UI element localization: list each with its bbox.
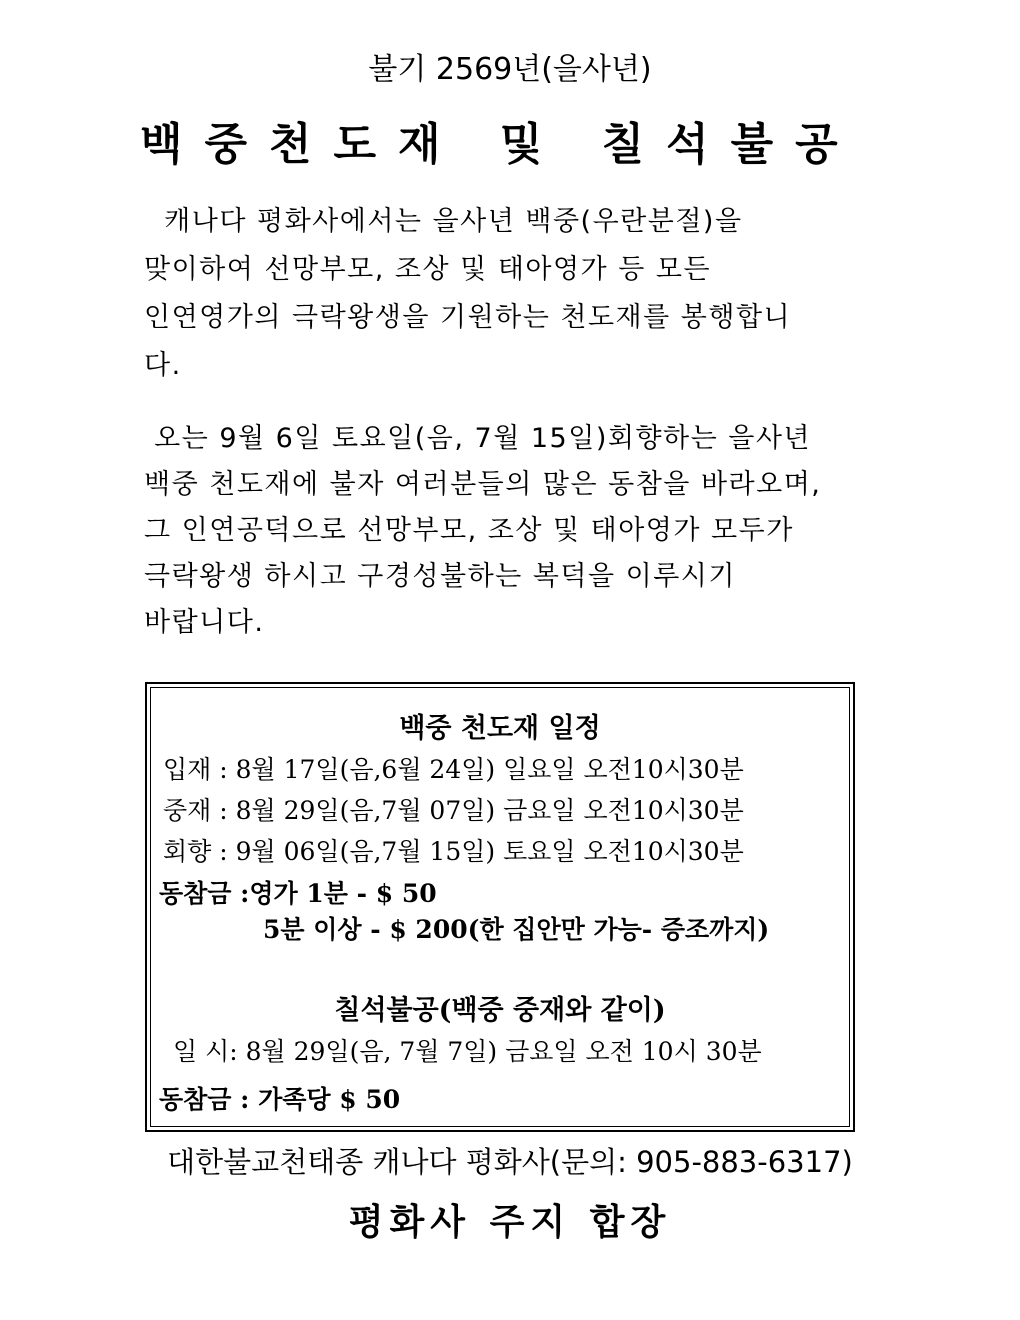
fee-line-1: 동참금 :영가 1분 - $ 50 — [159, 879, 437, 908]
intro-line: 맞이하여 선망부모, 조상 및 태아영가 등 모든 — [144, 254, 712, 285]
footer-signature: 평화사 주지 합장 — [348, 1201, 672, 1243]
year-heading: 불기 2569년(을사년) — [368, 52, 652, 87]
page-title: 백중천도재 및 칠석불공 — [140, 119, 860, 170]
invitation-line: 그 인연공덕으로 선망부모, 조상 및 태아영가 모두가 — [144, 515, 794, 546]
intro-line: 캐나다 평화사에서는 을사년 백중(우란분절)을 — [144, 206, 743, 237]
invitation-line: 오는 9월 6일 토요일(음, 7월 15일)회향하는 을사년 — [144, 423, 812, 454]
fee-line-2: 5분 이상 - $ 200(한 집안만 가능- 증조까지) — [263, 915, 770, 944]
chilseok-time: 일 시: 8월 29일(음, 7월 7일) 금요일 오전 10시 30분 — [173, 1037, 762, 1066]
schedule-title: 백중 천도재 일정 — [399, 713, 601, 744]
invitation-line: 극락왕생 하시고 구경성불하는 복덕을 이루시기 — [144, 561, 736, 592]
schedule-box — [145, 682, 855, 1132]
invitation-line: 백중 천도재에 불자 여러분들의 많은 동참을 바라오며, — [144, 469, 822, 500]
chilseok-title: 칠석불공(백중 중재와 같이) — [334, 995, 666, 1026]
schedule-row-hoehyang: 회향 : 9월 06일(음,7월 15일) 토요일 오전10시30분 — [163, 837, 744, 866]
schedule-inner-border — [150, 687, 850, 1127]
footer-organization: 대한불교천태종 캐나다 평화사(문의: 905-883-6317) — [167, 1145, 853, 1179]
chilseok-fee: 동참금 : 가족당 $ 50 — [159, 1085, 401, 1114]
intro-paragraph — [144, 198, 791, 390]
schedule-row-jungjae: 중재 : 8월 29일(음,7월 07일) 금요일 오전10시30분 — [163, 796, 744, 825]
intro-line: 인연영가의 극락왕생을 기원하는 천도재를 봉행합니 — [144, 302, 792, 333]
invitation-paragraph — [144, 416, 821, 646]
schedule-row-ipjae: 입재 : 8월 17일(음,6월 24일) 일요일 오전10시30분 — [163, 755, 744, 784]
intro-line: 다. — [144, 350, 182, 381]
invitation-line: 바랍니다. — [144, 607, 265, 638]
